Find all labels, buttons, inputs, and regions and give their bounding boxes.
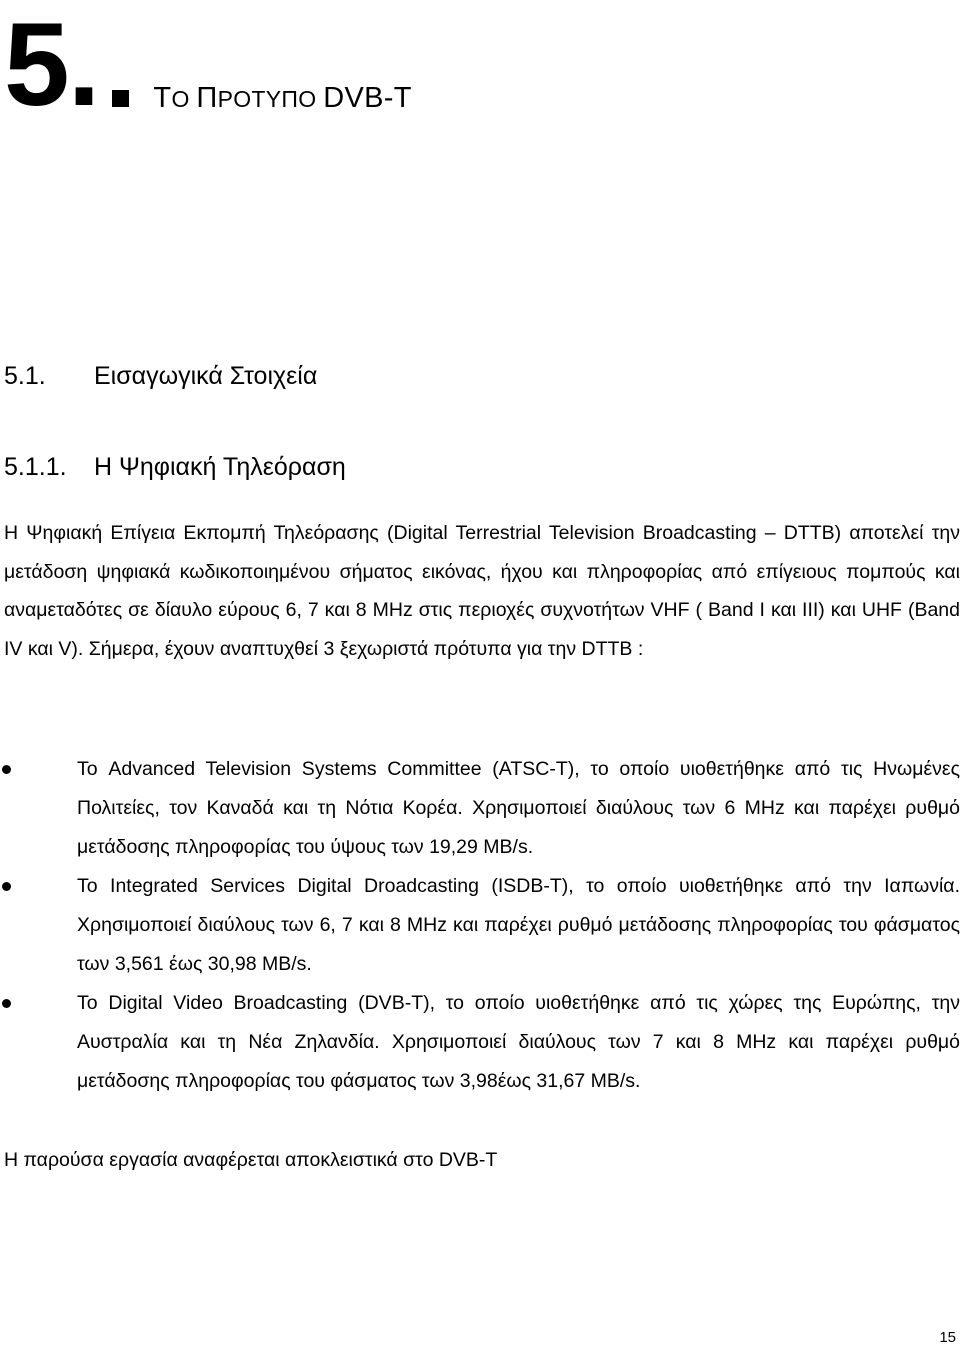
chapter-heading	[4, 0, 412, 140]
subsection-title: Η Ψηφιακή Τηλεόραση	[94, 453, 346, 481]
subsection-heading	[4, 451, 346, 483]
chapter-number: 5.	[4, 0, 99, 131]
section-number: 5.1.	[4, 362, 46, 390]
square-bullet-icon	[112, 90, 129, 107]
chapter-title-part: DVB-T	[323, 82, 412, 114]
chapter-title	[153, 84, 411, 113]
bullet-list	[0, 750, 960, 1101]
subsection-number: 5.1.1.	[4, 453, 67, 481]
section-title: Εισαγωγικά Στοιχεία	[94, 362, 318, 390]
chapter-title-part: ΡΟΤΥΠΟ	[217, 86, 324, 112]
chapter-title-part: O	[171, 86, 197, 112]
list-item	[0, 750, 960, 867]
intro-paragraph: Η Ψηφιακή Επίγεια Εκπομπή Τηλεόρασης (Digital Terrestrial Television Broadcasting – DTTB) αποτελεί την μετάδοση ψηφιακά κωδικοποιημένου σήματος εικόνας, ήχου και πληροφορίας από επίγειους πομπούς και αναμεταδότες σε δίαυλο εύρους 6, 7 και 8 MHz στις περιοχές συχνοτήτων VHF ( Band I και III) και UHF (Band IV και V). Σήμερα, έχουν αναπτυχθεί 3 ξεχωριστά πρότυπα για την DTTB :	[4, 522, 960, 660]
list-item	[0, 984, 960, 1101]
section-heading	[4, 360, 317, 392]
list-item-text: Το Advanced Television Systems Committee (ATSC-T), το οποίο υιοθετήθηκε από τις Ηνωμένες Πολιτείες, τον Καναδά και τη Νότια Κορέα. Χρησιμοποιεί διαύλους των 6 MHz και παρέχει ρυθμό μετάδοσης πληροφορίας του ύψους των 19,29 MB/s.	[77, 758, 960, 858]
chapter-title-part: Π	[196, 82, 218, 114]
list-item-text: Το Digital Video Broadcasting (DVB-T), το οποίο υιοθετήθηκε από τις χώρες της Ευρώπης, την Αυστραλία και τη Νέα Ζηλανδία. Χρησιμοποιεί διαύλους των 7 και 8 MHz και παρέχει ρυθμό μετάδοσης πληροφορίας του φάσματος των 3,98έως 31,67 MB/s.	[77, 992, 960, 1092]
bullet-icon	[2, 765, 11, 774]
list-item-text: Το Integrated Services Digital Droadcasting (ISDB-T), το οποίο υιοθετήθηκε από την Ιαπωνία. Χρησιμοποιεί διαύλους των 6, 7 και 8 MHz και παρέχει ρυθμό μετάδοσης πληροφορίας του φάσματος των 3,561 έως 30,98 MB/s.	[77, 875, 960, 975]
page-number: 15	[939, 1329, 956, 1346]
chapter-title-part: T	[153, 82, 172, 114]
list-item	[0, 867, 960, 984]
bullet-icon	[2, 999, 11, 1008]
closing-paragraph: Η παρούσα εργασία αναφέρεται αποκλειστικά στο DVB-T	[4, 1149, 498, 1171]
bullet-icon	[2, 882, 11, 891]
